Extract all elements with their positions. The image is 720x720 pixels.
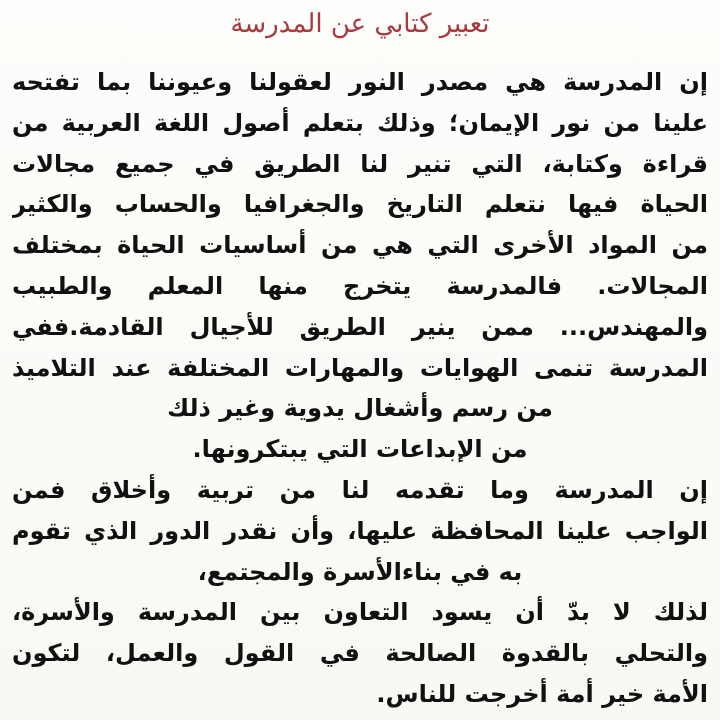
essay-line-6: المجالات. فالمدرسة يتخرج منها المعلم والطبيب [12,271,708,300]
essay-line-10: من الإبداعات التي يبتكرونها. [192,435,528,464]
essay-line-5: من المواد الأخرى التي هي من أساسيات الحياة بمختلف [12,231,708,260]
essay-line-7: والمهندس... ممن ينير الطريق للأجيال القادمة.ففي [12,312,708,341]
essay-line-9: من رسم وأشغال يدوية وغير ذلك [167,394,553,423]
essay-line-4: الحياة فيها نتعلم التاريخ والجغرافيا والحساب والكثير [12,190,708,219]
essay-line-11: إن المدرسة وما تقدمه لنا من تربية وأخلاق فمن [12,475,708,504]
essay-line-2: علينا من نور الإيمان؛ وذلك بتعلم أصول اللغة العربية من [12,108,708,137]
essay-line-15: والتحلي بالقدوة الصالحة في القول والعمل، لتكون [12,639,708,668]
essay-line-12: الواجب علينا المحافظة عليها، وأن نقدر الدور الذي تقوم [12,516,708,545]
essay-line-1: إن المدرسة هي مصدر النور لعقولنا وعيوننا بما تفتحه [12,68,708,96]
essay-line-16: الأمة خير أمة أخرجت للناس. [376,679,708,708]
essay-line-14: لذلك لا بدّ أن يسود التعاون بين المدرسة والأسرة، [12,598,708,627]
essay-line-8: المدرسة تنمى الهوايات والمهارات المختلفة عند التلاميذ [12,353,708,382]
essay-line-13: به في بناءالأسرة والمجتمع، [197,557,523,586]
essay-body [12,62,708,715]
essay-line-3: قراءة وكتابة، التي تنير لنا الطريق في جميع مجالات [12,149,708,178]
page-title: تعبير كتابي عن المدرسة [230,9,490,39]
